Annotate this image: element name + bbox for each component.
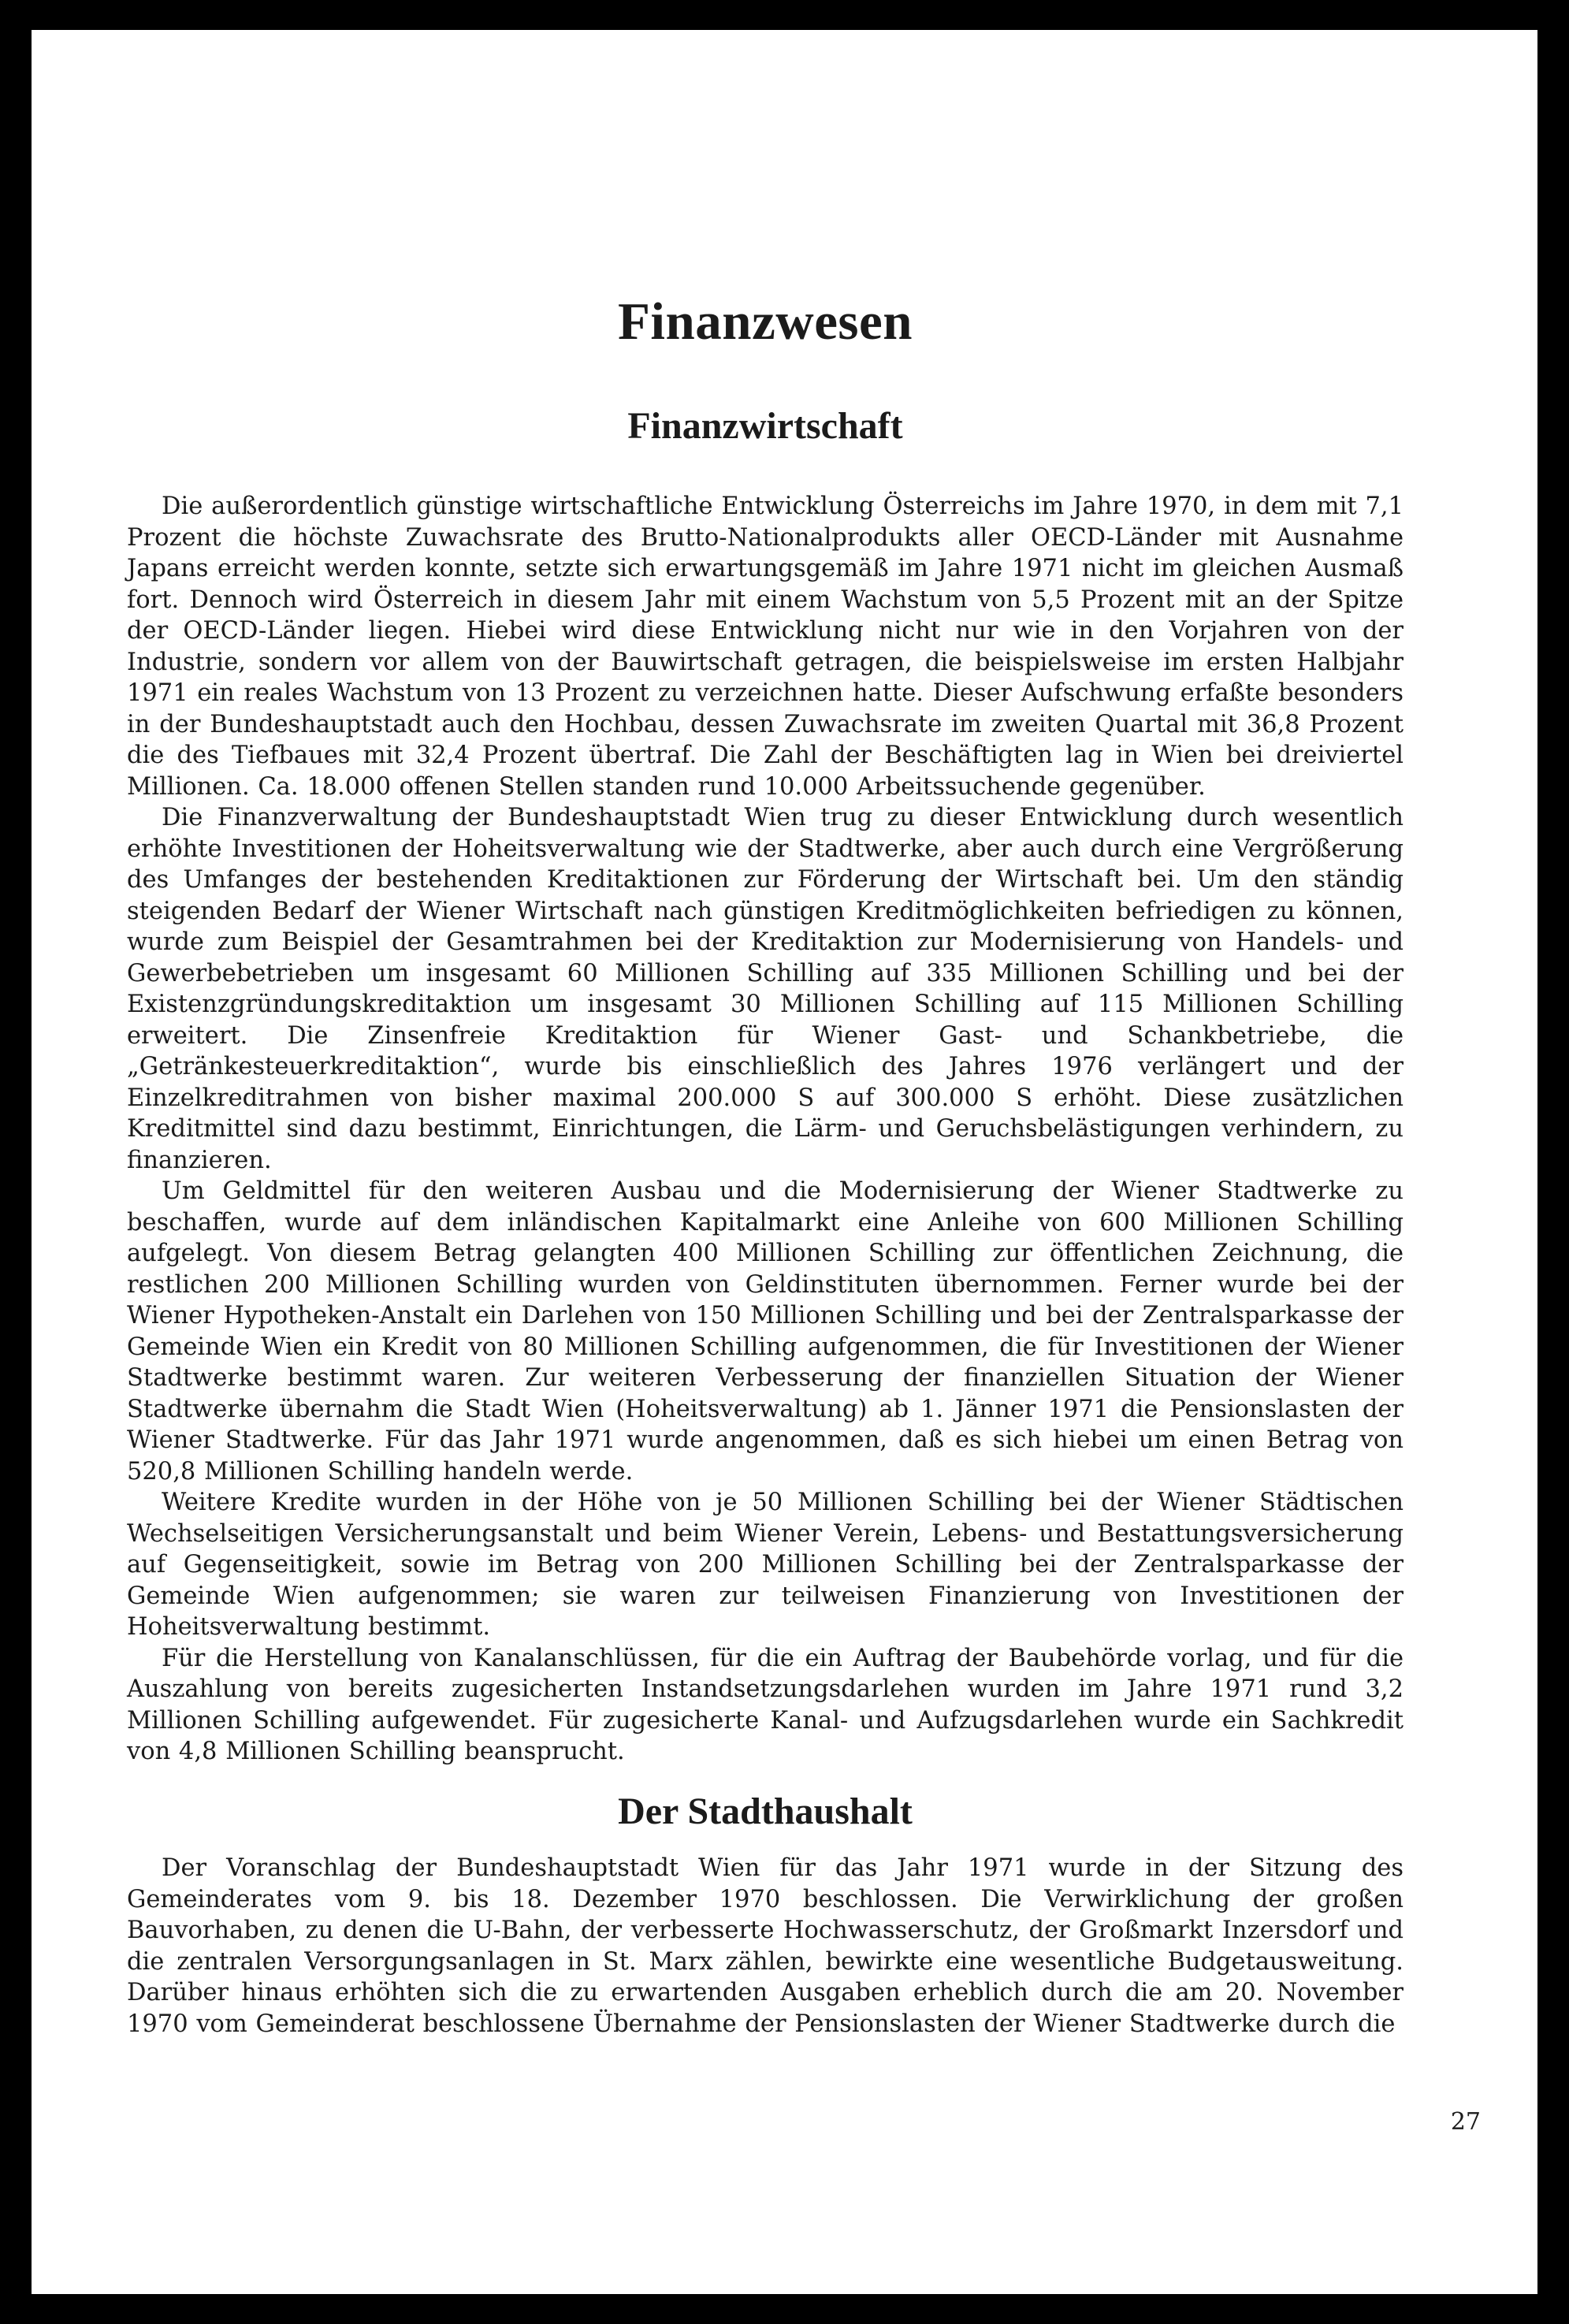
section-heading-stadthaushalt: Der Stadthaushalt — [618, 1790, 913, 1832]
paragraph: Um Geldmittel für den weiteren Ausbau und die Modernisierung der Wiener Stadtwerke zu beschaffen, wurde auf dem inländischen Kapitalmarkt eine Anleihe von 600 Millionen Schilling aufgelegt. Von diesem Betrag gelangten 400 Millionen Schilling zur öffentlichen Zeichnung, die restlichen 200 Millionen Schilling wurden von Geldinstituten übernommen. Ferner wurde bei der Wiener Hypotheken-Anstalt ein Darlehen von 150 Millionen Schilling und bei der Zentralsparkasse der Gemeinde Wien ein Kredit von 80 Millionen Schilling aufgenommen, die für Investitionen der Wiener Stadtwerke bestimmt waren. Zur weiteren Verbesserung der finanziellen Situation der Wiener Stadtwerke übernahm die Stadt Wien (Hoheitsverwaltung) ab 1. Jänner 1971 die Pensionslasten der Wiener Stadtwerke. Für das Jahr 1971 wurde angenommen, daß es sich hiebei um einen Betrag von 520,8 Millionen Schilling handeln werde. — [127, 1177, 1404, 1486]
paragraph: Der Voranschlag der Bundeshauptstadt Wien für das Jahr 1971 wurde in der Sitzung des Gemeinderates vom 9. bis 18. Dezember 1970 beschlossen. Die Verwirklichung der großen Bauvorhaben, zu denen die U-Bahn, der verbesserte Hochwasserschutz, der Großmarkt Inzersdorf und die zentralen Versorgungsanlagen in St. Marx zählen, bewirkte eine wesentliche Budgetausweitung. Darüber hinaus erhöhten sich die zu erwartenden Ausgaben erheblich durch die am 20. November 1970 vom Gemeinderat beschlossene Übernahme der Pensionslasten der Wiener Stadtwerke durch die — [127, 1854, 1404, 2038]
document-page — [32, 30, 1537, 2294]
section-body-stadthaushalt — [127, 1853, 1404, 2040]
paragraph: Weitere Kredite wurden in der Höhe von je 50 Millionen Schilling bei der Wiener Städtischen Wechselseitigen Versicherungsanstalt und beim Wiener Verein, Lebens- und Bestattungsversicherung auf Gegenseitigkeit, sowie im Betrag von 200 Millionen Schilling bei der Zentralsparkasse der Gemeinde Wien aufgenommen; sie waren zur teilweisen Finanzierung von Investitionen der Hoheitsverwaltung bestimmt. — [127, 1489, 1404, 1641]
section-heading-finanzwirtschaft: Finanzwirtschaft — [627, 405, 903, 447]
paragraph: Die außerordentlich günstige wirtschaftliche Entwicklung Österreichs im Jahre 1970, in dem mit 7,1 Prozent die höchste Zuwachsrate des Brutto-Nationalprodukts aller OECD-Länder mit Ausnahme Japans erreicht werden konnte, setzte sich erwartungsgemäß im Jahre 1971 nicht im gleichen Ausmaß fort. Dennoch wird Österreich in diesem Jahr mit einem Wachstum von 5,5 Prozent mit an der Spitze der OECD-Länder liegen. Hiebei wird diese Entwicklung nicht nur wie in den Vorjahren von der Industrie, sondern vor allem von der Bauwirtschaft getragen, die beispielsweise im ersten Halbjahr 1971 ein reales Wachstum von 13 Prozent zu verzeichnen hatte. Dieser Aufschwung erfaßte besonders in der Bundeshauptstadt auch den Hochbau, dessen Zuwachsrate im zweiten Quartal mit 36,8 Prozent die des Tiefbaues mit 32,4 Prozent übertraf. Die Zahl der Beschäftigten lag in Wien bei dreiviertel Millionen. Ca. 18.000 offenen Stellen standen rund 10.000 Arbeitssuchende gegenüber. — [127, 493, 1404, 801]
page-number: 27 — [1450, 2108, 1481, 2136]
paragraph: Für die Herstellung von Kanalanschlüssen, für die ein Auftrag der Baubehörde vorlag, und für die Auszahlung von bereits zugesicherten Instandsetzungsdarlehen wurden im Jahre 1971 rund 3,2 Millionen Schilling aufgewendet. Für zugesicherte Kanal- und Aufzugsdarlehen wurde ein Sachkredit von 4,8 Millionen Schilling beansprucht. — [127, 1644, 1404, 1765]
page-title: Finanzwesen — [618, 292, 913, 351]
paragraph: Die Finanzverwaltung der Bundeshauptstadt Wien trug zu dieser Entwicklung durch wesentlich erhöhte Investitionen der Hoheitsverwaltung wie der Stadtwerke, aber auch durch eine Vergrößerung des Umfanges der bestehenden Kreditaktionen zur Förderung der Wirtschaft bei. Um den ständig steigenden Bedarf der Wiener Wirtschaft nach günstigen Kreditmöglichkeiten befriedigen zu können, wurde zum Beispiel der Gesamtrahmen bei der Kreditaktion zur Modernisierung von Handels- und Gewerbebetrieben um insgesamt 60 Millionen Schilling auf 335 Millionen Schilling und bei der Existenzgründungskreditaktion um insgesamt 30 Millionen Schilling auf 115 Millionen Schilling erweitert. Die Zinsenfreie Kreditaktion für Wiener Gast- und Schankbetriebe, die „Getränkesteuerkreditaktion“, wurde bis einschließlich des Jahres 1976 verlängert und der Einzelkreditrahmen von bisher maximal 200.000 S auf 300.000 S erhöht. Diese zusätzlichen Kreditmittel sind dazu bestimmt, Einrichtungen, die Lärm- und Geruchsbelästigungen verhindern, zu finanzieren. — [127, 804, 1404, 1174]
section-body-finanzwirtschaft — [127, 491, 1404, 1768]
